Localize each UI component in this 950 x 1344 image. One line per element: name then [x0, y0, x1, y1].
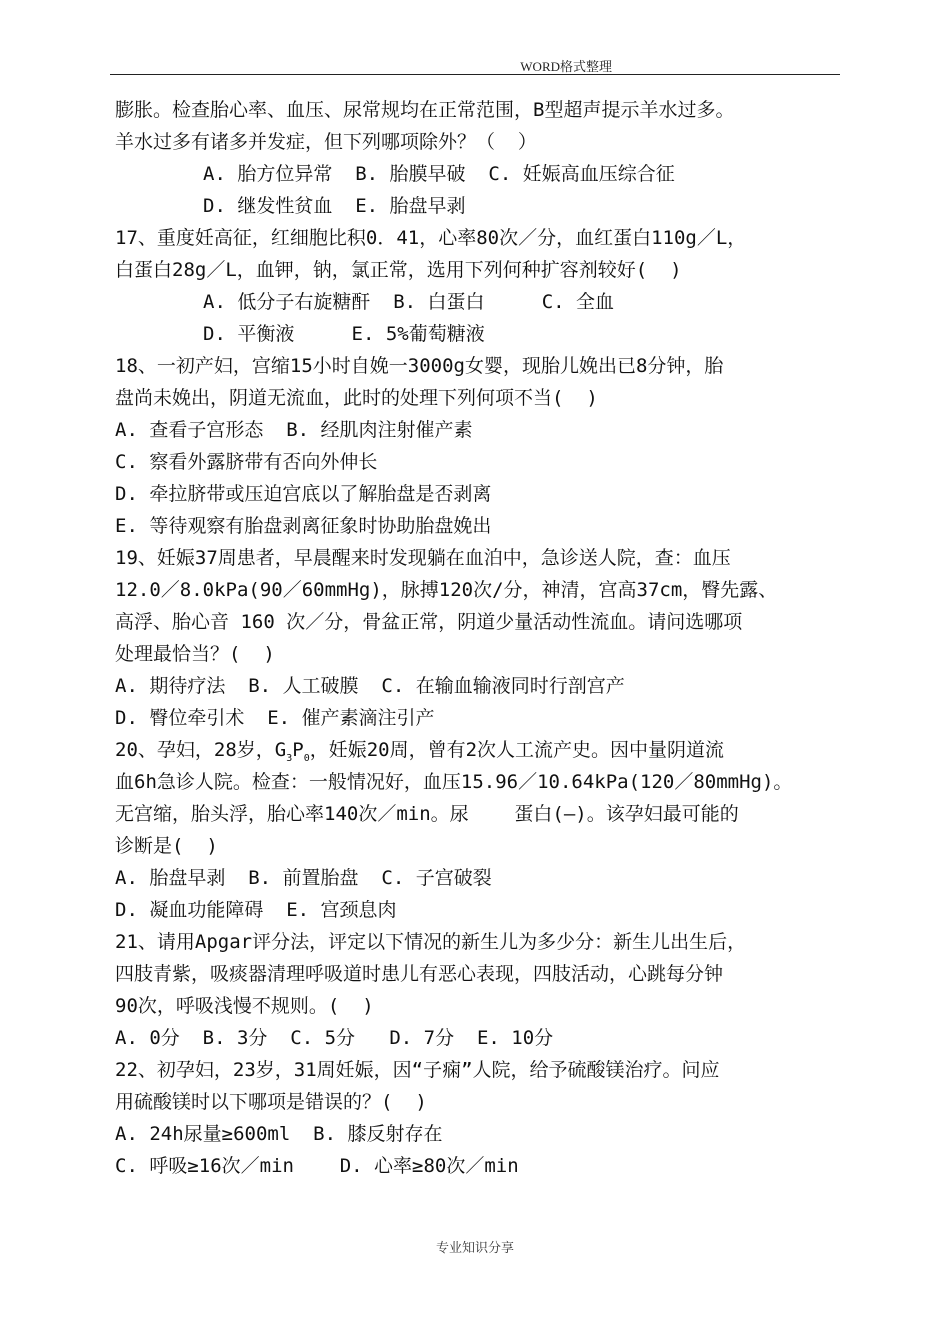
header-title: WORD格式整理 — [520, 59, 612, 74]
text-line: 膨胀。检查胎心率、血压、尿常规均在正常范围，B型超声提示羊水过多。 — [115, 99, 735, 121]
option-line: D. 臀位牵引术 E. 催产素滴注引产 — [115, 707, 435, 729]
text-line: 盘尚未娩出，阴道无流血，此时的处理下列何项不当( ) — [115, 387, 598, 409]
option-line: C. 察看外露脐带有否向外伸长 — [115, 451, 378, 473]
text-line: 血6h急诊人院。检查：一般情况好，血压15.96／10.64kPa(120／80mmHg)。 — [115, 771, 793, 793]
question-17: 17、重度妊高征，红细胞比积0．41，心率80次／分，血红蛋白110g／L， — [115, 227, 747, 249]
q20-p: P — [292, 739, 304, 761]
text-line: 白蛋白28g／L，血钾，钠，氯正常，选用下列何种扩容剂较好( ) — [115, 259, 682, 281]
page-header — [110, 56, 840, 75]
option-line: A. 0分 B. 3分 C. 5分 D. 7分 E. 10分 — [115, 1027, 554, 1049]
document-body — [115, 94, 845, 1182]
q20-prefix: 20、孕妇，28岁，G — [115, 739, 287, 761]
text-line: 12.0／8.0kPa(90／60mmHg)，脉搏120次/分，神清，宫高37cm，臀先露、 — [115, 579, 778, 601]
text-line: 90次，呼吸浅慢不规则。( ) — [115, 995, 374, 1017]
question-19: 19、妊娠37周患者，早晨醒来时发现躺在血泊中，急诊送人院，查：血压 — [115, 547, 731, 569]
q20-p-subscript: 0 — [303, 753, 310, 764]
question-22: 22、初孕妇，23岁，31周妊娠，因“子痫”人院，给予硫酸镁治疗。问应 — [115, 1059, 720, 1081]
page-footer: 专业知识分享 — [435, 1241, 514, 1256]
option-line: A. 查看子宫形态 B. 经肌肉注射催产素 — [115, 419, 473, 441]
option-line: C. 呼吸≥16次／min D. 心率≥80次／min — [115, 1155, 519, 1177]
text-line: 四肢青紫，吸痰器清理呼吸道时患儿有恶心表现，四肢活动，心跳每分钟 — [115, 963, 724, 985]
option-line: E. 等待观察有胎盘剥离征象时协助胎盘娩出 — [115, 515, 492, 537]
option-line: A. 胎盘早剥 B. 前置胎盘 C. 子宫破裂 — [115, 867, 492, 889]
text-line: 无宫缩，胎头浮，胎心率140次／min。尿 蛋白(—)。该孕妇最可能的 — [115, 803, 739, 825]
option-line: D. 凝血功能障碍 E. 宫颈息肉 — [115, 899, 397, 921]
question-20 — [115, 734, 845, 766]
question-18: 18、一初产妇，宫缩15小时自娩一3000g女婴，现胎儿娩出已8分钟，胎 — [115, 355, 724, 377]
question-21: 21、请用Apgar评分法，评定以下情况的新生儿为多少分：新生儿出生后， — [115, 931, 747, 953]
q20-g-subscript: 3 — [286, 753, 293, 764]
text-line: 用硫酸镁时以下哪项是错误的？( ) — [115, 1091, 427, 1113]
q20-suffix: ，妊娠20周，曾有2次人工流产史。因中量阴道流 — [309, 739, 725, 761]
option-line: A. 胎方位异常 B. 胎膜早破 C. 妊娠高血压综合征 — [203, 163, 675, 185]
text-line: 处理最恰当？( ) — [115, 643, 275, 665]
option-line: A. 低分子右旋糖酐 B. 白蛋白 C. 全血 — [203, 291, 615, 313]
option-line: D. 牵拉脐带或压迫宫底以了解胎盘是否剥离 — [115, 483, 492, 505]
option-line: A. 期待疗法 B. 人工破膜 C. 在输血输液同时行剖宫产 — [115, 675, 625, 697]
option-line: D. 继发性贫血 E. 胎盘早剥 — [203, 195, 466, 217]
text-line: 羊水过多有诸多并发症，但下列哪项除外？（ ） — [115, 131, 537, 153]
option-line: A. 24h尿量≥600ml B. 膝反射存在 — [115, 1123, 443, 1145]
text-line: 高浮、胎心音 160 次／分，骨盆正常，阴道少量活动性流血。请问选哪项 — [115, 611, 743, 633]
text-line: 诊断是( ) — [115, 835, 218, 857]
option-line: D. 平衡液 E. 5%葡萄糖液 — [203, 323, 485, 345]
